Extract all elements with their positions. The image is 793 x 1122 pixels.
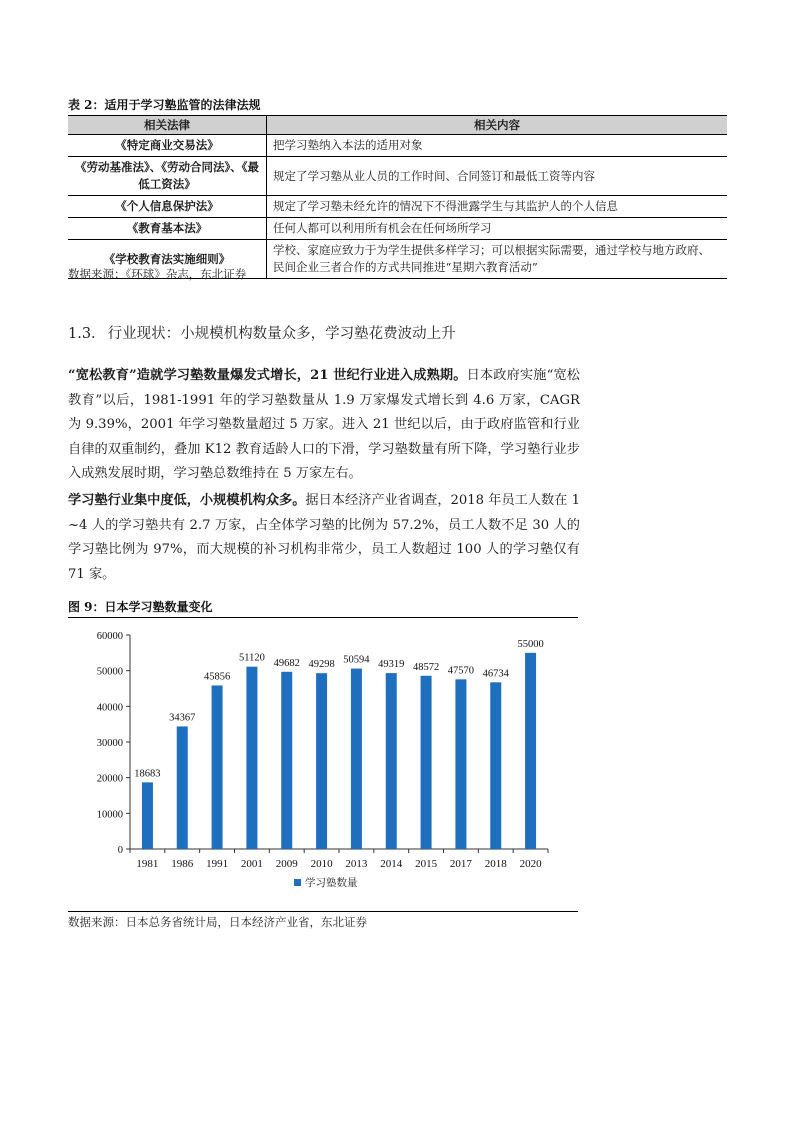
x-tick-label: 2018 [484, 858, 507, 870]
data-label: 45856 [203, 671, 231, 683]
data-label: 49319 [378, 659, 405, 671]
x-tick-label: 2014 [380, 858, 403, 870]
paragraph [68, 364, 580, 487]
data-label: 18683 [134, 768, 161, 780]
x-tick-label: 2015 [415, 858, 438, 870]
bar-chart [68, 622, 578, 910]
bar [525, 653, 536, 849]
legend-swatch [294, 879, 301, 886]
y-tick-label: 60000 [96, 631, 123, 642]
data-label: 48572 [412, 661, 440, 673]
paragraph-lead: “宽松教育”造就学习塾数量爆发式增长，21 世纪行业进入成熟期。 [68, 368, 467, 383]
x-tick-label: 2001 [240, 858, 263, 870]
figure-top-rule [68, 617, 578, 618]
table-header-row [68, 116, 727, 135]
table-row [68, 196, 727, 218]
section-title: 行业现状：小规模机构数量众多，学习塾花费波动上升 [107, 326, 456, 342]
bar [212, 685, 223, 849]
x-tick-label: 2013 [345, 858, 368, 870]
figure-source: 数据来源：日本总务省统计局，日本经济产业省，东北证券 [68, 915, 367, 929]
x-tick-label: 1981 [136, 858, 159, 870]
x-tick-label: 2020 [519, 858, 542, 870]
table-row [68, 218, 727, 240]
data-label: 55000 [517, 638, 544, 650]
bar [386, 673, 397, 849]
table-row [68, 157, 727, 196]
paragraph [68, 489, 580, 587]
x-tick-label: 2009 [275, 858, 298, 870]
table-cell-content: 学校、家庭应致力于为学生提供多样学习；可以根据实际需要，通过学校与地方政府、民间企业三者合作的方式共同推进“星期六教育活动” [267, 240, 728, 279]
paragraph-lead: 学习塾行业集中度低，小规模机构众多。 [68, 493, 306, 508]
table-cell-law: 《学校教育法实施细则》 [68, 240, 267, 279]
data-label: 50594 [343, 654, 370, 666]
table-cell-content: 把学习塾纳入本法的适用对象 [267, 135, 728, 157]
x-tick-label: 2010 [310, 858, 333, 870]
bar [421, 676, 432, 849]
table-row [68, 135, 727, 157]
x-tick-label: 2017 [449, 858, 472, 870]
data-label: 34367 [169, 712, 196, 724]
bar [316, 673, 327, 849]
data-label: 51120 [238, 652, 265, 664]
chart-svg [68, 622, 578, 910]
section-number: 1.3. [68, 326, 96, 342]
table-cell-content: 规定了学习塾从业人员的工作时间、合同签订和最低工资等内容 [267, 157, 728, 196]
paragraph-body: 据日本经济产业省调查，2018 年员工人数在 1~4 人的学习塾共有 2.7 万家，占全体学习塾的比例为 57.2%，员工人数不足 30 人的学习塾比例为 97%，而大规模的补习机构非常少，员工人数超过 100 人的学习塾仅有 71 家。 [68, 493, 580, 582]
law-table [68, 115, 727, 279]
table-header-content: 相关内容 [267, 116, 728, 135]
y-tick-label: 20000 [96, 773, 123, 785]
table-caption: 表 2：适用于学习塾监管的法律法规 [68, 98, 261, 112]
table-cell-law: 《教育基本法》 [68, 218, 267, 240]
bar [246, 667, 257, 849]
y-tick-label: 0 [117, 845, 123, 856]
x-tick-label: 1991 [206, 858, 229, 870]
table-cell-law: 《个人信息保护法》 [68, 196, 267, 218]
figure-bottom-rule [68, 911, 578, 912]
y-tick-label: 10000 [96, 809, 123, 821]
table-source: 数据来源：《环球》杂志，东北证券 [68, 267, 247, 281]
legend-label: 学习塾数量 [305, 877, 358, 889]
table-cell-law: 《劳动基准法》、《劳动合同法》、《最低工资法》 [68, 157, 267, 196]
table-cell-law: 《特定商业交易法》 [68, 135, 267, 157]
figure-caption: 图 9：日本学习塾数量变化 [68, 600, 213, 614]
data-label: 49298 [308, 659, 335, 671]
bar [455, 679, 466, 849]
data-label: 47570 [447, 665, 475, 677]
table-header-law: 相关法律 [68, 116, 267, 135]
y-tick-label: 50000 [96, 666, 123, 678]
table-cell-content: 规定了学习塾未经允许的情况下不得泄露学生与其监护人的个人信息 [267, 196, 728, 218]
section-heading [68, 322, 456, 343]
data-label: 49682 [273, 657, 300, 669]
bar [177, 726, 188, 849]
data-label: 46734 [482, 668, 509, 680]
paragraph-body: 日本政府实施“宽松教育”以后，1981-1991 年的学习塾数量从 1.9 万家爆发式增长到 4.6 万家，CAGR 为 9.39%，2001 年学习塾数量超过 5 万家。进入 21 世纪以后，由于政府监管和行业自律的双重制约，叠加 K12 教育适龄人口的下滑，学习塾数量有所下降，学习塾行业步入成熟发展时期，学习塾总数维持在 5 万家左右。 [68, 368, 580, 481]
y-tick-label: 40000 [96, 702, 123, 714]
bar [490, 682, 501, 849]
bar [142, 782, 153, 849]
x-tick-label: 1986 [171, 858, 194, 870]
table-cell-content: 任何人都可以利用所有机会在任何场所学习 [267, 218, 728, 240]
bar [351, 669, 362, 849]
bar [281, 672, 292, 849]
y-tick-label: 30000 [96, 738, 123, 749]
